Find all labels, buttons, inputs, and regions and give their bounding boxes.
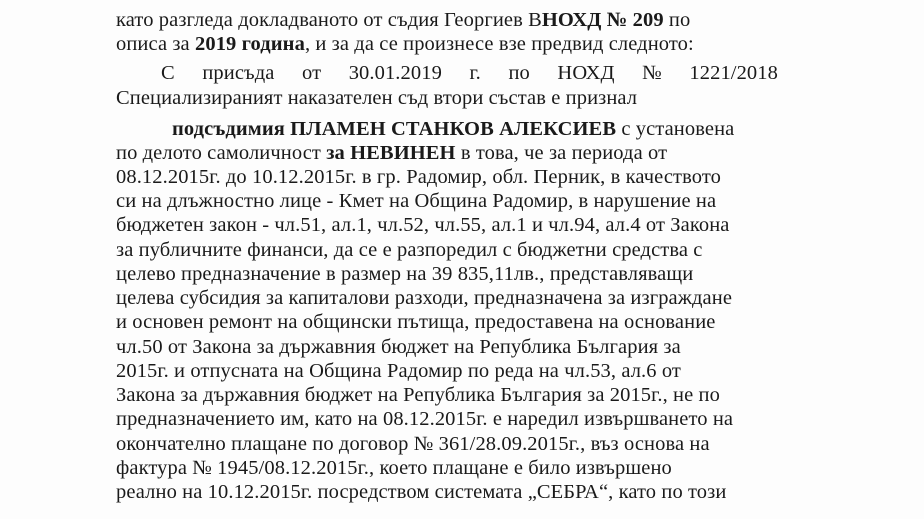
text-line-11: целево предназначение в размер на 39 835,11лв., представляващи (116, 263, 694, 285)
text-line-13: и основен ремонт на общински пътища, предоставена на основание (116, 311, 716, 333)
line-3-word: 1221/2018 (689, 62, 778, 84)
line-3-word: 30.01.2019 (348, 62, 442, 84)
line-2-pre: описа за (116, 33, 195, 55)
line-5-post: с установена (616, 118, 735, 140)
text-line-1 (116, 8, 778, 32)
text-line-19: фактура № 1945/08.12.2015г., което плащане е било извършено (116, 457, 672, 479)
text-line-15: 2015г. и отпусната на Община Радомир по реда на чл.53, ал.6 от (116, 360, 681, 382)
text-line-16: Закона за държавния бюджет на Република България за 2015г., не по (116, 384, 720, 406)
line-6-pre: по делото самоличност (116, 142, 327, 164)
text-line-6 (116, 141, 778, 165)
text-line-2 (116, 32, 778, 56)
text-line-3 (161, 61, 778, 85)
line-3-word: присъда (202, 62, 275, 84)
text-line-14: чл.50 от Закона за държавния бюджет на Република България за (116, 336, 681, 358)
line-2-post: , и за да се произнесе взе предвид следното: (304, 33, 694, 55)
case-reference: НОХД № 209 (541, 9, 664, 31)
text-line-8: си на длъжностно лице - Кмет на Община Радомир, в нарушение на (116, 190, 717, 212)
text-line-18: окончателно плащане по договор № 361/28.09.2015г., въз основа на (116, 433, 710, 455)
line-6-post: в това, че за периода от (455, 142, 668, 164)
case-year: 2019 година (195, 33, 305, 55)
line-1-post: по (663, 9, 691, 31)
line-1-pre: като разгледа докладваното от съдия Георгиев В (116, 9, 542, 31)
line-3-word: № (642, 62, 662, 84)
line-3-word: по (508, 62, 530, 84)
text-line-7: 08.12.2015г. до 10.12.2015г. в гр. Радомир, обл. Перник, в качеството (116, 166, 721, 188)
line-3-word: НОХД (557, 62, 615, 84)
verdict-not-guilty: за НЕВИНЕН (326, 142, 456, 164)
text-line-5 (172, 117, 778, 141)
text-line-17: предназначението им, като на 08.12.2015г. е наредил извършването на (116, 408, 734, 430)
defendant-name: подсъдимия ПЛАМЕН СТАНКОВ АЛЕКСИЕВ (172, 118, 617, 140)
line-3-word: С (161, 62, 175, 84)
text-line-20: реално на 10.12.2015г. посредством системата „СЕБРА“, като по този (116, 481, 727, 503)
text-line-4: Специализираният наказателен съд втори състав е признал (116, 87, 638, 109)
line-3-word: от (302, 62, 322, 84)
text-line-9: бюджетен закон - чл.51, ал.1, чл.52, чл.55, ал.1 и чл.94, ал.4 от Закона (116, 214, 730, 236)
text-line-12: целева субсидия за капиталови разходи, предназначена за изграждане (116, 287, 733, 309)
line-3-word: г. (469, 62, 481, 84)
text-line-10: за публичните финанси, да се е разпоредил с бюджетни средства с (116, 239, 703, 261)
